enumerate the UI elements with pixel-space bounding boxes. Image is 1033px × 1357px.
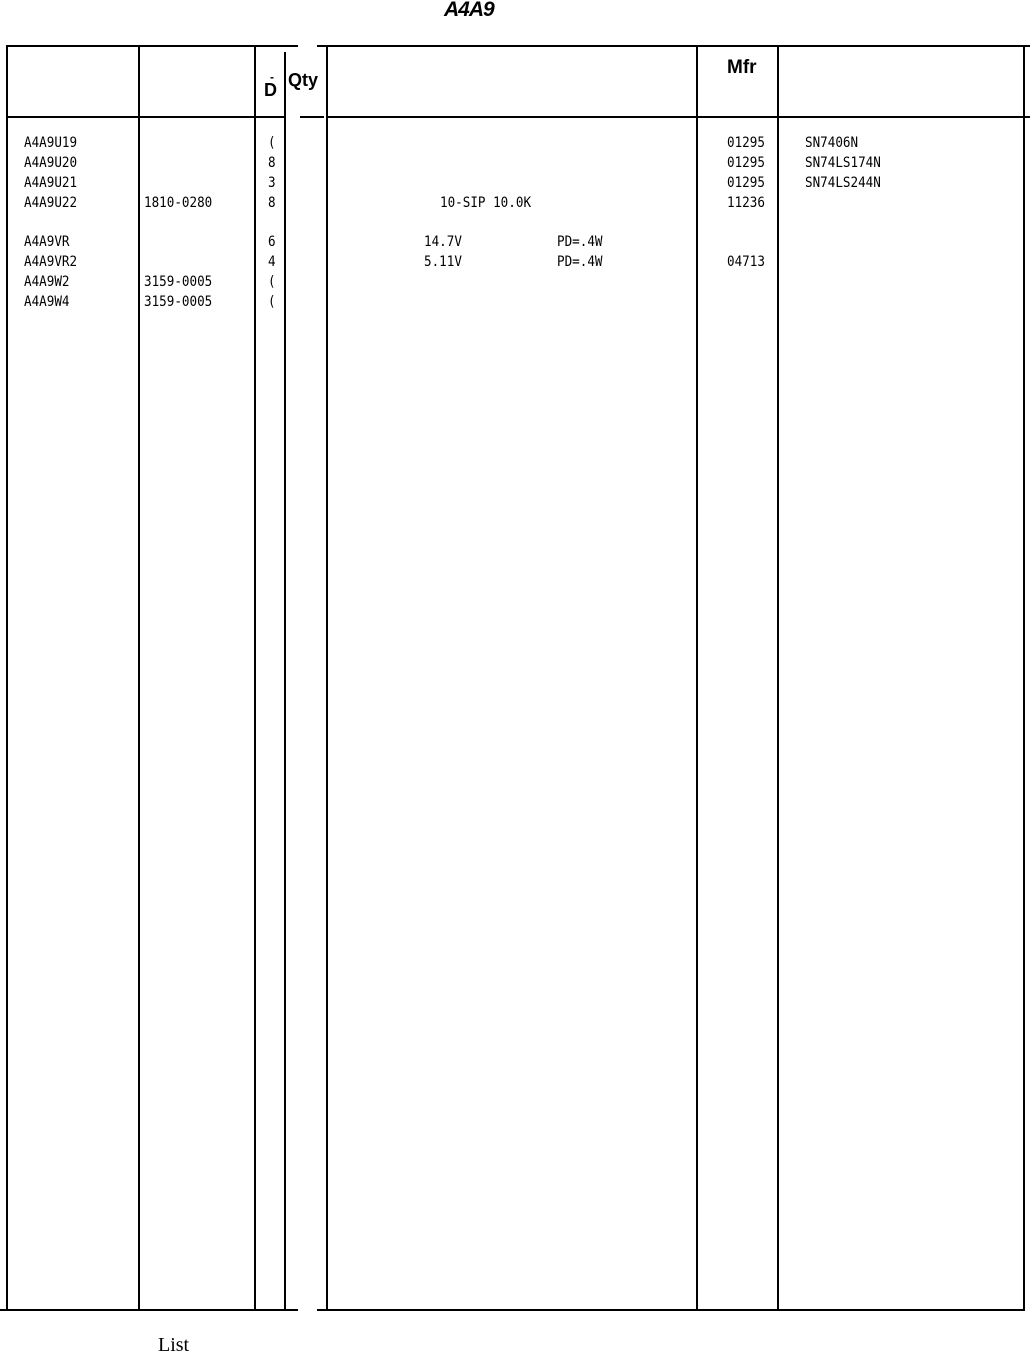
reference-designator: A4A9U20 bbox=[24, 155, 78, 171]
header-divider-right bbox=[328, 116, 1030, 118]
description-voltage: 5.11V bbox=[424, 254, 462, 270]
column-divider-2 bbox=[254, 45, 256, 1311]
table-right-border bbox=[1023, 45, 1025, 1311]
part-number: 1810-0280 bbox=[144, 195, 213, 211]
table-top-border-right bbox=[317, 45, 1030, 47]
column-divider-6 bbox=[777, 45, 779, 1311]
table-bottom-border-right bbox=[317, 1309, 1025, 1311]
footer-caption: List bbox=[158, 1334, 190, 1356]
header-dash: - bbox=[270, 70, 274, 84]
description: 10-SIP 10.0K bbox=[440, 195, 532, 211]
mfr-code: 01295 bbox=[727, 155, 765, 171]
d-digit: ( bbox=[268, 135, 276, 151]
mfr-part-number: SN74LS244N bbox=[805, 175, 881, 191]
header-qty: Qty bbox=[288, 70, 319, 90]
reference-designator: A4A9VR bbox=[24, 234, 70, 250]
d-digit: 8 bbox=[268, 155, 276, 171]
header-mfr: Mfr bbox=[727, 57, 757, 78]
description-voltage: 14.7V bbox=[424, 234, 462, 250]
mfr-code: 01295 bbox=[727, 135, 765, 151]
header-divider-qty bbox=[300, 116, 324, 118]
d-digit: 8 bbox=[268, 195, 276, 211]
reference-designator: A4A9U22 bbox=[24, 195, 78, 211]
header-divider-left bbox=[6, 116, 286, 118]
part-number: 3159-0005 bbox=[144, 294, 213, 310]
mfr-code: 01295 bbox=[727, 175, 765, 191]
d-digit: ( bbox=[268, 274, 276, 290]
reference-designator: A4A9U19 bbox=[24, 135, 78, 151]
column-divider-4 bbox=[326, 45, 328, 1311]
header-d: D bbox=[264, 80, 277, 100]
reference-designator: A4A9U21 bbox=[24, 175, 78, 191]
table-left-border bbox=[6, 45, 8, 1311]
d-digit: 3 bbox=[268, 175, 276, 191]
part-number: 3159-0005 bbox=[144, 274, 213, 290]
d-digit: 6 bbox=[268, 234, 276, 250]
mfr-part-number: SN7406N bbox=[805, 135, 859, 151]
page-title: A4A9 bbox=[444, 0, 494, 21]
column-divider-1 bbox=[138, 45, 140, 1311]
reference-designator: A4A9W4 bbox=[24, 294, 70, 310]
reference-designator: A4A9W2 bbox=[24, 274, 70, 290]
description-power: PD=.4W bbox=[557, 234, 603, 250]
column-divider-3 bbox=[284, 52, 286, 1311]
mfr-part-number: SN74LS174N bbox=[805, 155, 881, 171]
column-divider-5 bbox=[696, 45, 698, 1311]
reference-designator: A4A9VR2 bbox=[24, 254, 78, 270]
mfr-code: 04713 bbox=[727, 254, 765, 270]
d-digit: 4 bbox=[268, 254, 276, 270]
mfr-code: 11236 bbox=[727, 195, 765, 211]
description-power: PD=.4W bbox=[557, 254, 603, 270]
d-digit: ( bbox=[268, 294, 276, 310]
